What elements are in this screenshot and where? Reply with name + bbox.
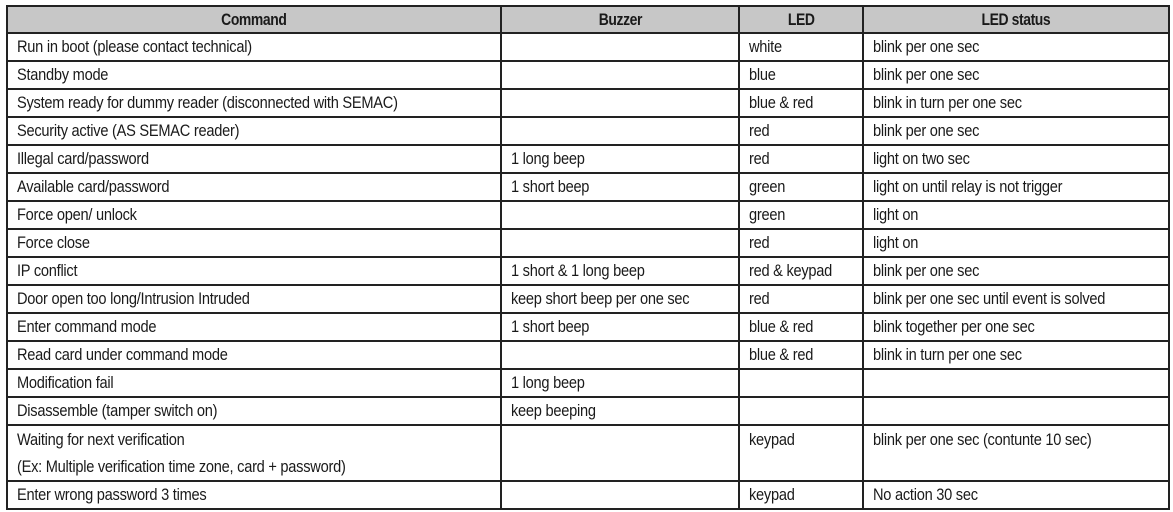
cell-command	[7, 425, 501, 481]
cell-led: green	[739, 173, 863, 201]
cell-led: keypad	[739, 481, 863, 509]
table-row	[7, 285, 1169, 313]
cell-command: Standby mode	[7, 61, 501, 89]
cell-led-status: blink per one sec	[863, 117, 1169, 145]
cell-command: Door open too long/Intrusion Intruded	[7, 285, 501, 313]
cell-buzzer: keep short beep per one sec	[501, 285, 739, 313]
cell-led: red & keypad	[739, 257, 863, 285]
cell-buzzer: keep beeping	[501, 397, 739, 425]
table-row	[7, 117, 1169, 145]
cell-buzzer	[501, 117, 739, 145]
cell-command: IP conflict	[7, 257, 501, 285]
cell-buzzer: 1 long beep	[501, 145, 739, 173]
cell-command-line1: Waiting for next verification	[17, 430, 185, 449]
cell-led	[739, 369, 863, 397]
header-led: LED	[739, 6, 863, 33]
header-command: Command	[7, 6, 501, 33]
cell-command: Enter command mode	[7, 313, 501, 341]
cell-command: Run in boot (please contact technical)	[7, 33, 501, 61]
table-row	[7, 313, 1169, 341]
cell-led-status: blink in turn per one sec	[863, 341, 1169, 369]
cell-command: Force close	[7, 229, 501, 257]
cell-led: blue & red	[739, 313, 863, 341]
cell-led-status: blink per one sec	[863, 257, 1169, 285]
header-led-status: LED status	[863, 6, 1169, 33]
cell-buzzer: 1 short beep	[501, 313, 739, 341]
cell-command: System ready for dummy reader (disconnected with SEMAC)	[7, 89, 501, 117]
cell-led-status: blink per one sec	[863, 33, 1169, 61]
cell-command: Security active (AS SEMAC reader)	[7, 117, 501, 145]
cell-led-status: light on	[863, 229, 1169, 257]
cell-led-status: blink in turn per one sec	[863, 89, 1169, 117]
cell-command: Disassemble (tamper switch on)	[7, 397, 501, 425]
cell-led-status: light on until relay is not trigger	[863, 173, 1169, 201]
table-row	[7, 229, 1169, 257]
cell-buzzer	[501, 229, 739, 257]
cell-led-status: blink per one sec	[863, 61, 1169, 89]
cell-led-status	[863, 369, 1169, 397]
cell-command: Available card/password	[7, 173, 501, 201]
cell-led-status: No action 30 sec	[863, 481, 1169, 509]
command-status-table-container	[6, 5, 1168, 510]
header-buzzer: Buzzer	[501, 6, 739, 33]
cell-led-status	[863, 397, 1169, 425]
table-header-row	[7, 6, 1169, 33]
cell-buzzer	[501, 33, 739, 61]
cell-led-status: blink per one sec (contunte 10 sec)	[863, 425, 1169, 481]
cell-buzzer	[501, 89, 739, 117]
table-row	[7, 369, 1169, 397]
cell-led-status: blink together per one sec	[863, 313, 1169, 341]
cell-command: Force open/ unlock	[7, 201, 501, 229]
table-row	[7, 145, 1169, 173]
cell-led	[739, 397, 863, 425]
table-row	[7, 201, 1169, 229]
cell-led: red	[739, 117, 863, 145]
cell-command: Read card under command mode	[7, 341, 501, 369]
cell-led: blue & red	[739, 341, 863, 369]
table-row	[7, 61, 1169, 89]
cell-led-status: light on	[863, 201, 1169, 229]
cell-led: red	[739, 285, 863, 313]
cell-buzzer: 1 short & 1 long beep	[501, 257, 739, 285]
cell-command-line2: (Ex: Multiple verification time zone, card + password)	[17, 457, 346, 476]
cell-led: keypad	[739, 425, 863, 481]
cell-buzzer: 1 short beep	[501, 173, 739, 201]
cell-led-status: light on two sec	[863, 145, 1169, 173]
cell-buzzer	[501, 481, 739, 509]
cell-buzzer: 1 long beep	[501, 369, 739, 397]
cell-buzzer	[501, 201, 739, 229]
cell-led: red	[739, 145, 863, 173]
cell-led: blue & red	[739, 89, 863, 117]
table-row	[7, 257, 1169, 285]
cell-buzzer	[501, 341, 739, 369]
cell-led-status: blink per one sec until event is solved	[863, 285, 1169, 313]
table-row	[7, 481, 1169, 509]
cell-buzzer	[501, 425, 739, 481]
table-row	[7, 425, 1169, 481]
table-row	[7, 173, 1169, 201]
cell-command: Modification fail	[7, 369, 501, 397]
cell-buzzer	[501, 61, 739, 89]
cell-led: red	[739, 229, 863, 257]
table-row	[7, 89, 1169, 117]
cell-led: white	[739, 33, 863, 61]
cell-command: Enter wrong password 3 times	[7, 481, 501, 509]
table-row	[7, 341, 1169, 369]
cell-led: green	[739, 201, 863, 229]
table-row	[7, 397, 1169, 425]
table-row	[7, 33, 1169, 61]
cell-led: blue	[739, 61, 863, 89]
cell-command: Illegal card/password	[7, 145, 501, 173]
command-status-table	[6, 5, 1170, 510]
